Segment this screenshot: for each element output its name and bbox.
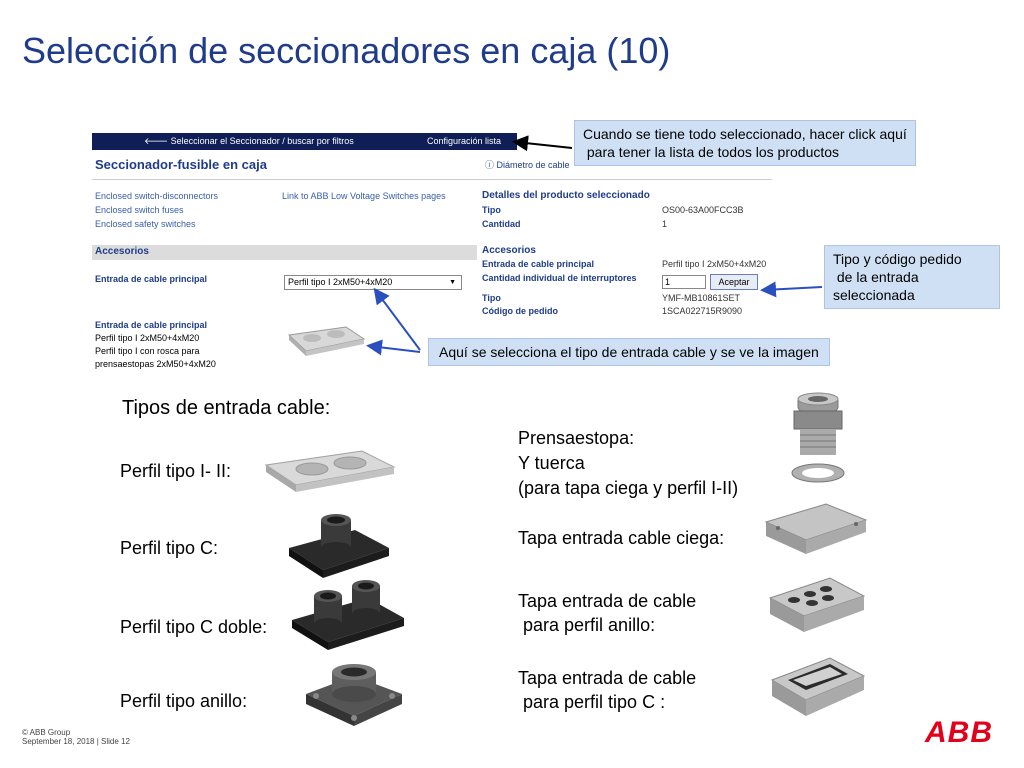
aceptar-button[interactable]: Aceptar <box>710 274 758 290</box>
perfil-anillo-image <box>300 660 408 732</box>
callout-select: Aquí se selecciona el tipo de entrada cable y se ve la imagen <box>428 338 830 366</box>
tipo2-label: Tipo <box>482 293 501 303</box>
tipos-heading: Tipos de entrada cable: <box>122 397 331 419</box>
codigo-label: Código de pedido <box>482 306 558 316</box>
perfil-c-doble-label: Perfil tipo C doble: <box>120 617 268 637</box>
detalles-heading: Detalles del producto seleccionado <box>482 190 650 201</box>
quantity-input[interactable]: 1 <box>662 275 706 289</box>
callout-config: Cuando se tiene todo seleccionado, hacer click aquí para tener la lista de todos los productos <box>574 120 916 166</box>
dropdown-arrow-icon: ▼ <box>449 279 456 286</box>
cant-indiv-label: Cantidad individual de interruptores <box>482 273 637 283</box>
perfil-anillo-label: Perfil tipo anillo: <box>120 691 248 711</box>
product-heading: Seccionador-fusible en caja <box>95 157 267 172</box>
tapa-c-image <box>768 650 868 722</box>
entrada-principal-label: Entrada de cable principal <box>95 274 208 284</box>
page-title: Selección de seccionadores en caja (10) <box>22 30 671 71</box>
entrada-title: Entrada de cable principal <box>95 320 208 330</box>
tipo-label: Tipo <box>482 205 501 215</box>
callout-codigo: Tipo y código pedido de la entrada seleccionada <box>824 245 1000 309</box>
tapa-anillo-image <box>766 572 868 638</box>
cantidad-value: 1 <box>662 219 668 229</box>
arrow-select <box>376 291 420 350</box>
arrow-image <box>370 346 420 352</box>
codigo-value: 1SCA022715R9090 <box>662 306 743 316</box>
tapa-c-label: Tapa entrada de cable para perfil tipo C : <box>518 668 697 712</box>
entrada-line-2: Perfil tipo I con rosca para <box>95 346 200 356</box>
arrow-codigo <box>764 287 822 290</box>
perfil-c-doble-image <box>288 580 408 655</box>
link-enclosed-switch-disconnectors[interactable]: Enclosed switch-disconnectors <box>95 191 219 201</box>
back-link[interactable]: 🡐 Seleccionar el Seccionador / buscar por filtros <box>144 136 354 146</box>
prensaestopa-text: Prensaestopa: Y tuerca (para tapa ciega y perfil I-II) <box>518 428 739 498</box>
tapa-ciega-label: Tapa entrada cable ciega: <box>518 528 725 548</box>
accesorios-left-heading: Accesorios <box>95 246 149 257</box>
prensaestopa-image <box>784 393 856 488</box>
accesorios-right-heading: Accesorios <box>482 245 536 256</box>
tipo2-value: YMF-MB10861SET <box>662 293 741 303</box>
entrada-line-1: Perfil tipo I 2xM50+4xM20 <box>95 333 200 343</box>
cantidad-label: Cantidad <box>482 219 521 229</box>
perfil-i-ii-image <box>262 445 397 495</box>
info-icon: ⓘ <box>485 160 497 170</box>
footer: © ABB Group September 18, 2018 | Slide 12 <box>22 728 130 746</box>
perfil-c-image <box>285 512 395 582</box>
tipo-value: OS00-63A00FCC3B <box>662 205 744 215</box>
diametro-link[interactable]: ⓘ Diámetro de cable <box>485 160 570 170</box>
back-arrow-icon: 🡐 <box>144 136 171 146</box>
entrada-right-value: Perfil tipo I 2xM50+4xM20 <box>662 259 767 269</box>
tapa-ciega-image <box>762 498 870 560</box>
link-abb-pages[interactable]: Link to ABB Low Voltage Switches pages <box>282 191 446 201</box>
tapa-anillo-label: Tapa entrada de cable para perfil anillo: <box>518 591 697 635</box>
config-list-link[interactable]: Configuración lista <box>427 136 502 146</box>
arrow-config <box>516 142 572 148</box>
entrada-select[interactable]: Perfil tipo I 2xM50+4xM20 ▼ <box>284 275 462 290</box>
link-enclosed-switch-fuses[interactable]: Enclosed switch fuses <box>95 205 184 215</box>
entrada-line-3: prensaestopas 2xM50+4xM20 <box>95 359 216 369</box>
link-enclosed-safety-switches[interactable]: Enclosed safety switches <box>95 219 196 229</box>
perfil-c-label: Perfil tipo C: <box>120 538 219 558</box>
abb-logo: ABB <box>925 716 993 749</box>
perfil-i-ii-label: Perfil tipo I- II: <box>120 461 232 481</box>
entrada-right-label: Entrada de cable principal <box>482 259 595 269</box>
